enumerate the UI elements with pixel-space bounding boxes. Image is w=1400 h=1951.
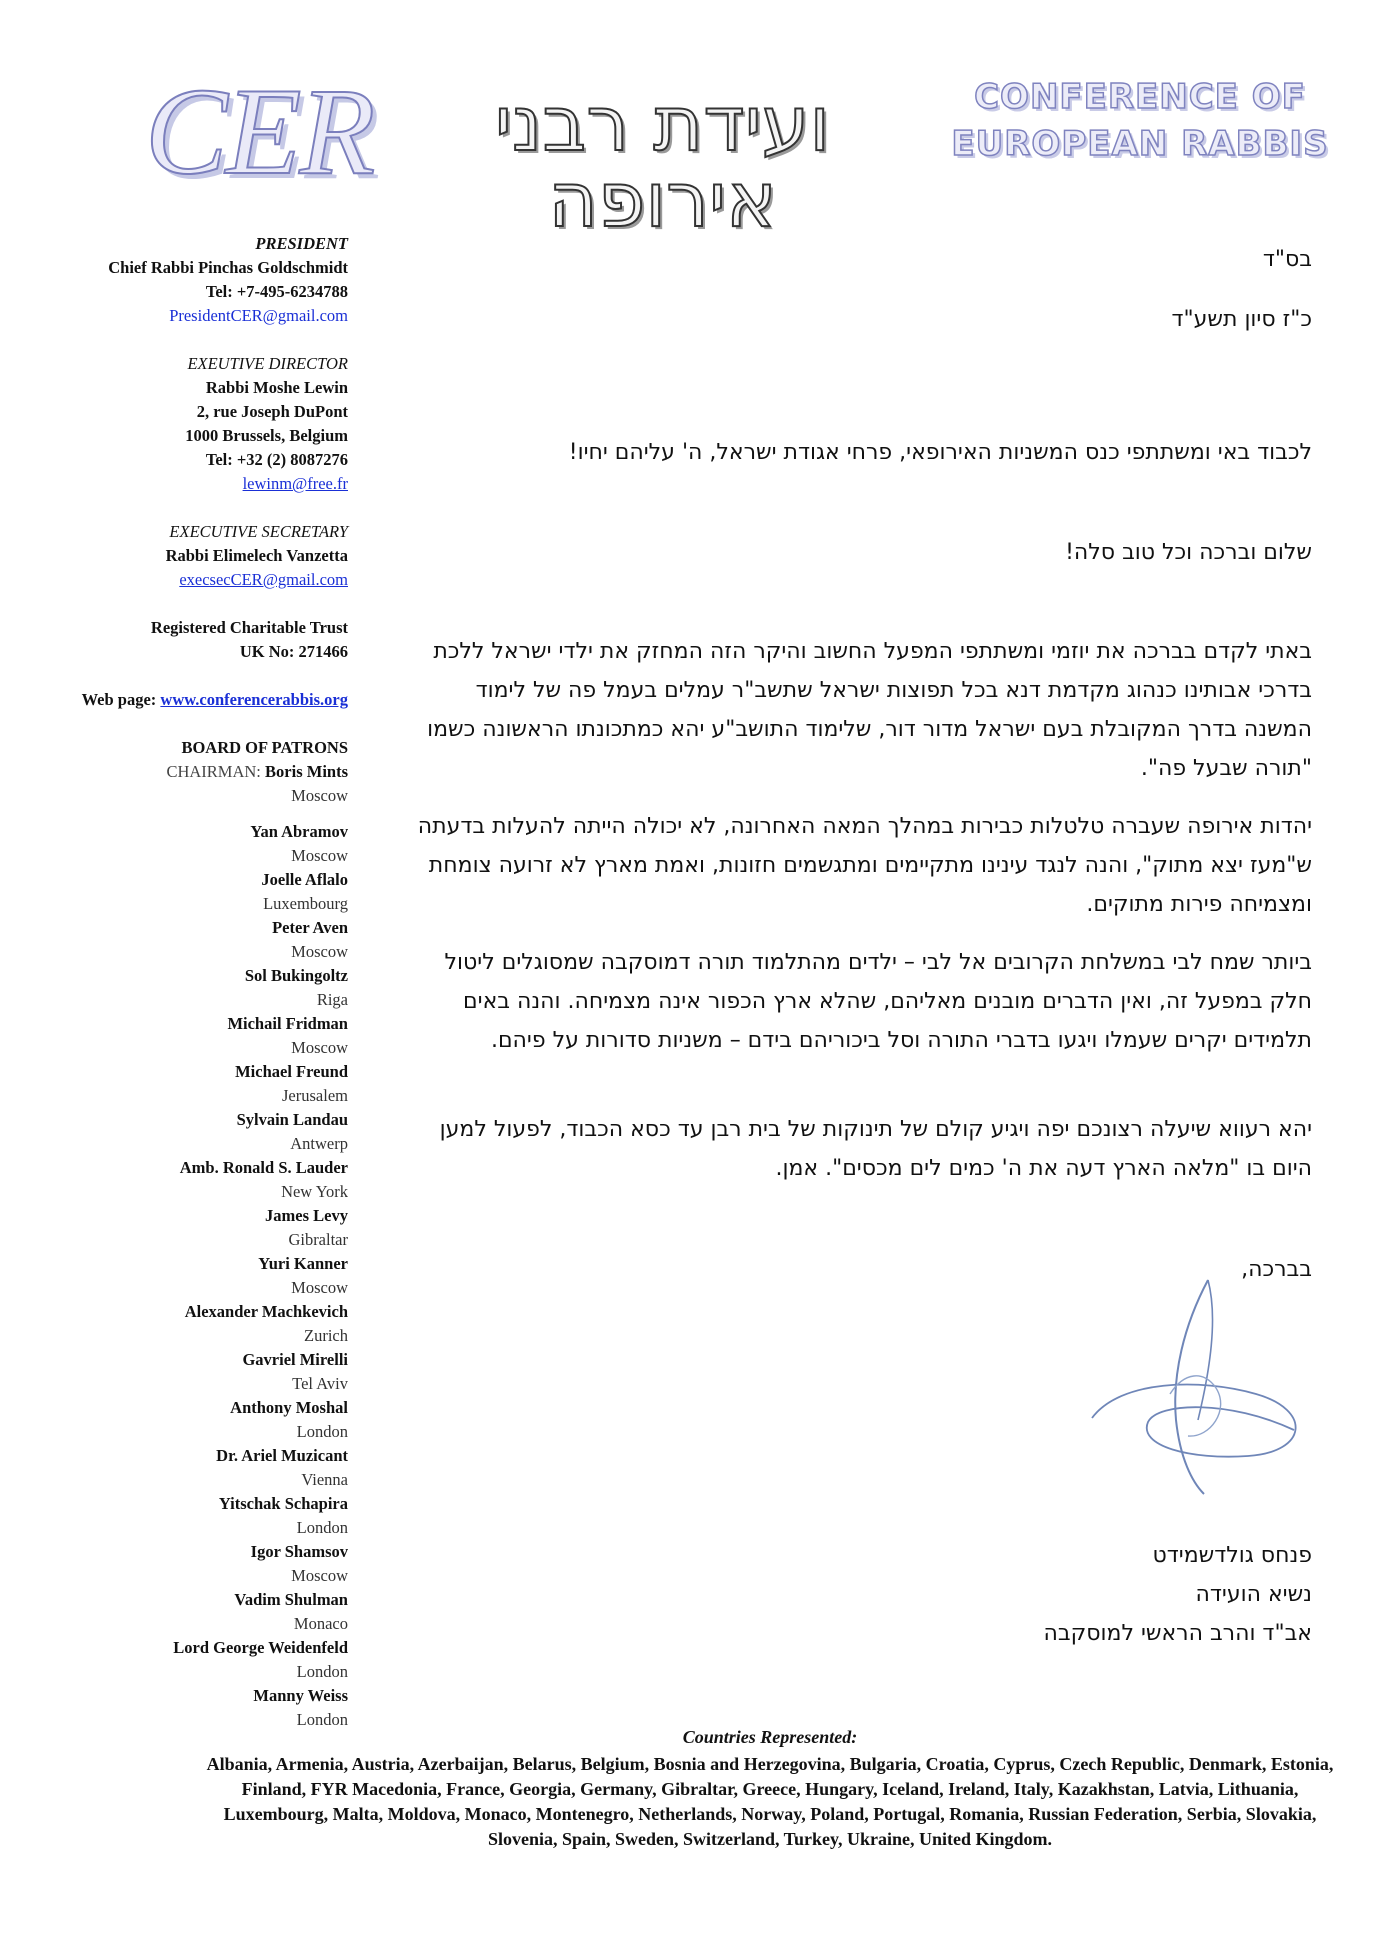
board-member-name: Sylvain Landau	[236, 1110, 348, 1129]
letter-paragraph-1	[414, 632, 1312, 788]
signer-name: פנחס גולדשמידט	[1152, 1543, 1312, 1568]
board-member-name: Peter Aven	[272, 918, 348, 937]
english-org-name-line1: CONFERENCE OF	[974, 77, 1306, 117]
president-name: Chief Rabbi Pinchas Goldschmidt	[108, 258, 348, 277]
board-member-name: Dr. Ariel Muzicant	[216, 1446, 348, 1465]
board-member-city: Zurich	[304, 1326, 348, 1345]
board-member-name: Michael Freund	[235, 1062, 348, 1081]
executive-director-email-link[interactable]: lewinm@free.fr	[242, 474, 348, 493]
english-org-name-line2: EUROPEAN RABBIS	[951, 124, 1329, 164]
board-member-city: Antwerp	[290, 1134, 348, 1153]
president-tel: Tel: +7-495-6234788	[205, 282, 348, 301]
board-member-city: Vienna	[301, 1470, 348, 1489]
board-member-name: Amb. Ronald S. Lauder	[179, 1158, 348, 1177]
web-page-row	[20, 688, 348, 712]
letter-paragraph-text: יהדות אירופה שעברה טלטלות כבירות במהלך המאה האחרונה, לא יכולה הייתה להעלות בדעתה ש"מעז יצא מתוק", והנה לנגד עינינו מתקיימים ומתגשמים חזונות, ואמת מארץ לא זרועה צומחת ומצמיחה פירות מתוקים.	[417, 814, 1312, 917]
english-org-name	[925, 74, 1355, 168]
board-member-name: Yitschak Schapira	[218, 1494, 348, 1513]
board-member-city: Moscow	[291, 942, 348, 961]
signer-title-2: אב"ד והרב הראשי למוסקבה	[1043, 1621, 1312, 1646]
board-member-city: Moscow	[291, 1278, 348, 1297]
board-member-name: Joelle Aflalo	[261, 870, 348, 889]
board-member-name: Lord George Weidenfeld	[173, 1638, 348, 1657]
letter-greeting: שלום וברכה וכל טוב סלה!	[1065, 540, 1312, 565]
board-title: BOARD OF PATRONS	[181, 738, 348, 757]
board-member-city: Luxembourg	[263, 894, 348, 913]
countries-title: Countries Represented:	[682, 1727, 858, 1747]
board-member-name: James Levy	[265, 1206, 348, 1225]
board-member-city: London	[296, 1422, 348, 1441]
board-member-name: Vadim Shulman	[234, 1590, 348, 1609]
cer-logo: CER	[145, 63, 374, 200]
letter-closing: בברכה,	[1241, 1257, 1312, 1282]
executive-director-address1: 2, rue Joseph DuPont	[196, 402, 348, 421]
executive-director-role: EXEUTIVE DIRECTOR	[187, 354, 348, 373]
trust-line2: UK No: 271466	[239, 642, 348, 661]
executive-secretary-role: EXECUTIVE SECRETARY	[169, 522, 348, 541]
web-page-link[interactable]: www.conferencerabbis.org	[160, 690, 348, 709]
chairman-city: Moscow	[291, 786, 348, 805]
board-member-name: Michail Fridman	[227, 1014, 348, 1033]
letter-paragraph-text: באתי לקדם בברכה את יוזמי ומשתתפי המפעל החשוב והיקר הזה המחזק את ילדי ישראל ללכת בדרכי אבותינו כנהוג מקדמת דנא בכל תפוצות ישראל שתשב"ר עמלים בעמל פה של לימוד המשנה בדרך המקובלת בעם ישראל מדור דור, שלימוד התושב"ע יהא כמתכונתו הראשונה כשמו "תורה שבעל פה".	[427, 639, 1312, 781]
board-member-name: Manny Weiss	[253, 1686, 348, 1705]
sidebar	[20, 232, 348, 1732]
board-members-list	[20, 820, 348, 1732]
letter-paragraph-text: ביותר שמח לבי במשלחת הקרובים אל לבי – ילדים מהתלמוד תורה דמוסקבה שמסוגלים ליטול חלק במפעל זה, ואין הדברים מובנים מאליהם, שהלא ארץ הכפור אינה מצמיחה. והנה באים תלמידים יקרים שעמלו ויגעו בדברי התורה וסל ביכוריהם בידם – משניות סדורות על פיהם.	[444, 950, 1312, 1053]
board-member-name: Yuri Kanner	[258, 1254, 348, 1273]
executive-director-address2: 1000 Brussels, Belgium	[185, 426, 348, 445]
board-member-city: Moscow	[291, 1038, 348, 1057]
executive-director-tel: Tel: +32 (2) 8087276	[205, 450, 348, 469]
board-member-city: Jerusalem	[282, 1086, 348, 1105]
signer-title-1: נשיא הועידה	[1195, 1582, 1312, 1607]
executive-secretary-name: Rabbi Elimelech Vanzetta	[165, 546, 348, 565]
hebrew-org-name: ועידת רבני אירופה	[494, 79, 831, 244]
board-member-name: Igor Shamsov	[250, 1542, 348, 1561]
board-member-city: Moscow	[291, 846, 348, 865]
board-member-name: Alexander Machkevich	[184, 1302, 348, 1321]
board-member-city: Tel Aviv	[292, 1374, 348, 1393]
president-role: PRESIDENT	[255, 234, 348, 253]
letter-salutation: לכבוד באי ומשתתפי כנס המשניות האירופאי, פרחי אגודת ישראל, ה' עליהם יחיו!	[568, 440, 1312, 465]
countries-list: Albania, Armenia, Austria, Azerbaijan, Belarus, Belgium, Bosnia and Herzegovina, Bulgaria, Croatia, Cyprus, Czech Republic, Denmark, Estonia, Finland, FYR Macedonia, France, Georgia, Germany, Gibraltar, Greece, Hungary, Iceland, Ireland, Italy, Kazakhstan, Latvia, Lithuania, Luxembourg, Malta, Moldova, Monaco, Montenegro, Netherlands, Norway, Poland, Portugal, Romania, Russian Federation, Serbia, Slovakia, Slovenia, Spain, Sweden, Switzerland, Turkey, Ukraine, United Kingdom.	[206, 1754, 1334, 1849]
trust-line1: Registered Charitable Trust	[150, 618, 348, 637]
board-member-city: Gibraltar	[288, 1230, 348, 1249]
letter-bsd: בס"ד	[1262, 247, 1312, 272]
web-page-label: Web page:	[81, 690, 157, 709]
countries-footer	[195, 1725, 1345, 1852]
board-member-city: London	[296, 1662, 348, 1681]
board-member-name: Yan Abramov	[250, 822, 348, 841]
executive-director-name: Rabbi Moshe Lewin	[205, 378, 348, 397]
chairman-name: Boris Mints	[265, 762, 348, 781]
board-member-city: London	[296, 1710, 348, 1729]
letter-paragraph-3	[414, 943, 1312, 1060]
board-member-name: Sol Bukingoltz	[244, 966, 348, 985]
board-member-city: Riga	[316, 990, 348, 1009]
executive-secretary-email-link[interactable]: execsecCER@gmail.com	[179, 570, 348, 589]
president-email-link[interactable]: PresidentCER@gmail.com	[169, 306, 348, 325]
board-member-city: Monaco	[293, 1614, 348, 1633]
board-member-city: London	[296, 1518, 348, 1537]
letter-paragraph-text: יהא רעווא שיעלה רצונכם יפה ויגיע קולם של תינוקות של בית רבן עד כסא הכבוד, לפעול למען היום בו "מלאה הארץ דעה את ה' כמים לים מכסים". אמן.	[439, 1117, 1312, 1181]
board-member-name: Anthony Moshal	[230, 1398, 348, 1417]
board-chairman	[20, 760, 348, 784]
letter-paragraph-4	[414, 1110, 1312, 1188]
letter-paragraph-2	[414, 807, 1312, 924]
letter-date: כ"ז סיון תשע"ד	[1171, 307, 1312, 332]
board-member-name: Gavriel Mirelli	[242, 1350, 348, 1369]
handwritten-signature	[1080, 1270, 1320, 1500]
board-member-city: New York	[281, 1182, 348, 1201]
chairman-label: CHAIRMAN:	[166, 762, 261, 781]
board-member-city: Moscow	[291, 1566, 348, 1585]
